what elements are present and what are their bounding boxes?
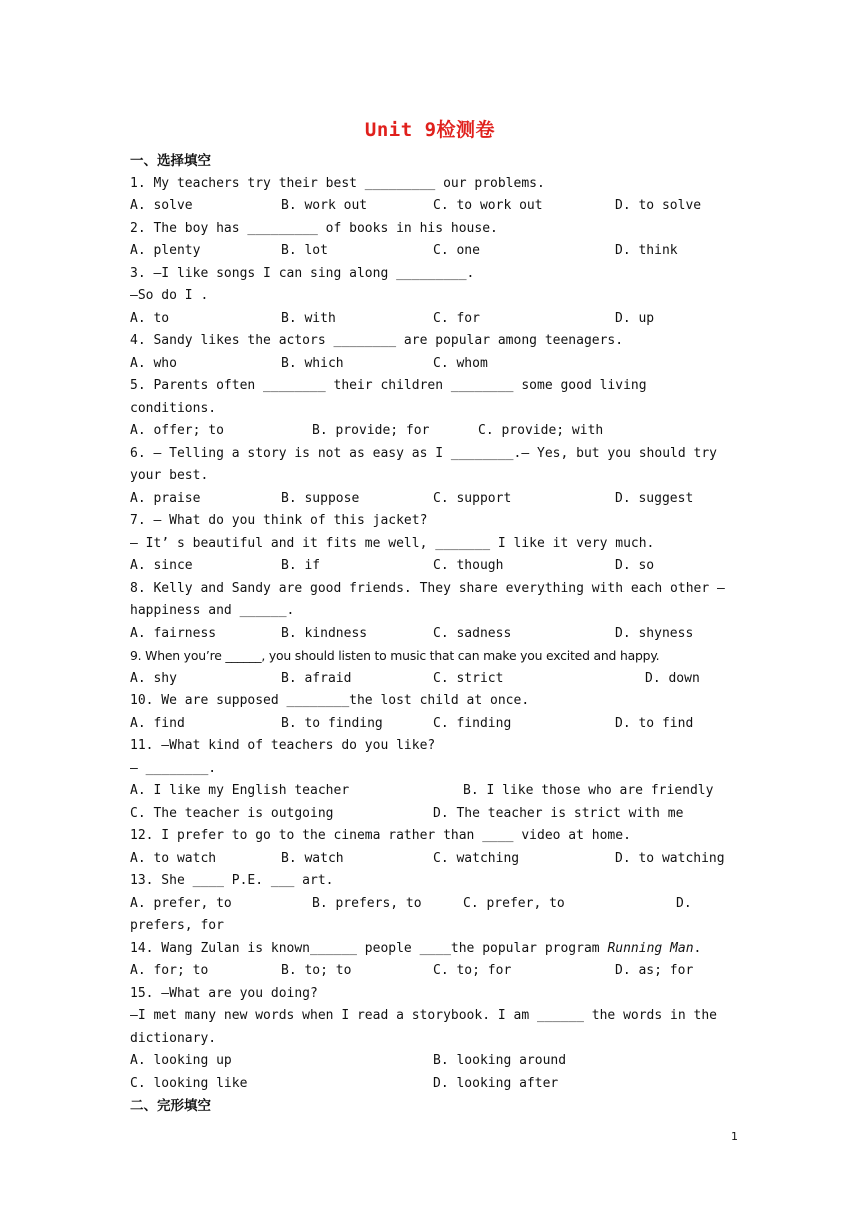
option-row (130, 488, 735, 511)
option: C. one (433, 243, 480, 258)
option: C. to; for (433, 963, 512, 978)
option: A. I like my English teacher (130, 783, 350, 798)
option: B. watch (281, 850, 344, 866)
option: A. to watch (130, 850, 217, 866)
option-row (130, 668, 735, 691)
question-stem: 12. I prefer to go to the cinema rather than ____ video at home. (130, 828, 631, 843)
option: B. looking around (433, 1053, 567, 1068)
option-row (130, 893, 735, 916)
option: A. who (130, 355, 177, 371)
option: B. afraid (281, 670, 352, 686)
option-row (130, 803, 735, 826)
page-title: Unit 9检测卷 (364, 119, 496, 141)
option: D. looking after (433, 1075, 559, 1091)
option: B. provide; for (312, 423, 430, 438)
option-row (130, 1073, 735, 1096)
option: A. find (130, 715, 185, 731)
option: D. shyness (615, 625, 694, 641)
option: A. to (130, 310, 170, 326)
option: D. think (615, 243, 678, 258)
option: B. kindness (281, 625, 368, 641)
option-row (130, 713, 735, 736)
option: A. for; to (130, 963, 209, 978)
option: D. to solve (615, 198, 702, 213)
question-stem: 7. — What do you think of this jacket? (130, 513, 428, 528)
option-row (130, 1050, 735, 1073)
option: B. with (281, 310, 336, 326)
option: C. finding (433, 715, 512, 731)
question-stem: 5. Parents often ________ their children ________ some good living conditions. (130, 378, 655, 416)
question-stem: — It’ s beautiful and it fits me well, _______ I like it very much. (130, 535, 655, 551)
question-stem: 4. Sandy likes the actors ________ are popular among teenagers. (130, 333, 624, 348)
option: D. so (615, 558, 655, 573)
option: D. as; for (615, 963, 694, 978)
option-row (130, 420, 735, 443)
option: B. prefers, to (312, 895, 422, 911)
option: A. looking up (130, 1053, 232, 1068)
question-stem: 9. When you’re ______, you should listen to music that can make you excited and happy. (130, 648, 660, 663)
option: B. lot (281, 243, 328, 258)
question-stem: 15. —What are you doing? (130, 985, 318, 1001)
question-stem: —I met many new words when I read a storybook. I am ______ the words in the dictionary. (130, 1008, 717, 1046)
option: D. to find (615, 715, 694, 731)
option: A. offer; to (130, 423, 224, 438)
option: C. The teacher is outgoing (130, 805, 334, 821)
option-row (130, 915, 735, 938)
option-row (130, 308, 735, 331)
option: C. watching (433, 850, 520, 866)
question-stem: 11. —What kind of teachers do you like? (130, 738, 436, 753)
option: C. strict (433, 670, 504, 686)
option: C. provide; with (478, 423, 604, 438)
option: C. sadness (433, 625, 512, 641)
option: B. to finding (281, 715, 383, 731)
option: D. down (645, 670, 700, 686)
question-stem: 3. —I like songs I can sing along _________. (130, 265, 475, 281)
option-row (130, 240, 735, 263)
option-row (130, 960, 735, 983)
option-row (130, 555, 735, 578)
question-stem: 13. She ____ P.E. ___ art. (130, 873, 334, 888)
question-stem: 6. — Telling a story is not as easy as I ________.— Yes, but you should try your best. (130, 445, 717, 483)
option: B. to; to (281, 963, 352, 978)
option: B. suppose (281, 490, 360, 506)
option: A. solve (130, 198, 193, 213)
program-title: Running Man (607, 940, 694, 956)
section-heading-cloze: 二、完形填空 (130, 1098, 211, 1114)
option: C. for (433, 310, 480, 326)
option: D. up (615, 310, 655, 326)
option: B. if (281, 558, 321, 573)
option: A. fairness (130, 625, 217, 641)
option: D. to watching (615, 850, 725, 866)
page-number: 1 (731, 1130, 738, 1143)
option: C. to work out (433, 198, 543, 213)
option: D. suggest (615, 490, 694, 506)
option: A. prefer, to (130, 895, 232, 911)
option: B. which (281, 355, 344, 371)
option: C. prefer, to (463, 895, 565, 911)
option: C. though (433, 558, 504, 573)
option: C. looking like (130, 1075, 248, 1091)
question-stem: 1. My teachers try their best _________ our problems. (130, 175, 545, 191)
question-stem (130, 938, 735, 961)
option: A. shy (130, 670, 177, 686)
option: C. whom (433, 355, 488, 371)
option: prefers, for (130, 918, 224, 933)
option: A. plenty (130, 243, 201, 258)
question-stem: 10. We are supposed ________the lost child at once. (130, 693, 530, 708)
question-list (130, 150, 735, 1118)
option: D. The teacher is strict with me (433, 805, 684, 821)
option: B. I like those who are friendly (463, 783, 714, 798)
section-heading-multiple-choice: 一、选择填空 (130, 153, 211, 169)
question-stem: 8. Kelly and Sandy are good friends. They share everything with each other — happiness and ______. (130, 580, 725, 618)
question-stem: 2. The boy has _________ of books in his house. (130, 220, 498, 236)
question-stem: —So do I . (130, 288, 209, 303)
option: D. (676, 895, 692, 911)
option: A. praise (130, 490, 201, 506)
option: C. support (433, 490, 512, 506)
option: A. since (130, 558, 193, 573)
option-row (130, 848, 735, 871)
option-row (130, 195, 735, 218)
option-row (130, 623, 735, 646)
option: B. work out (281, 198, 368, 213)
question-text: 14. Wang Zulan is known______ people ____the popular program (130, 940, 608, 956)
question-text: . (693, 940, 702, 956)
option-row (130, 353, 735, 376)
question-stem: — ________. (130, 760, 217, 776)
option-row (130, 780, 735, 803)
